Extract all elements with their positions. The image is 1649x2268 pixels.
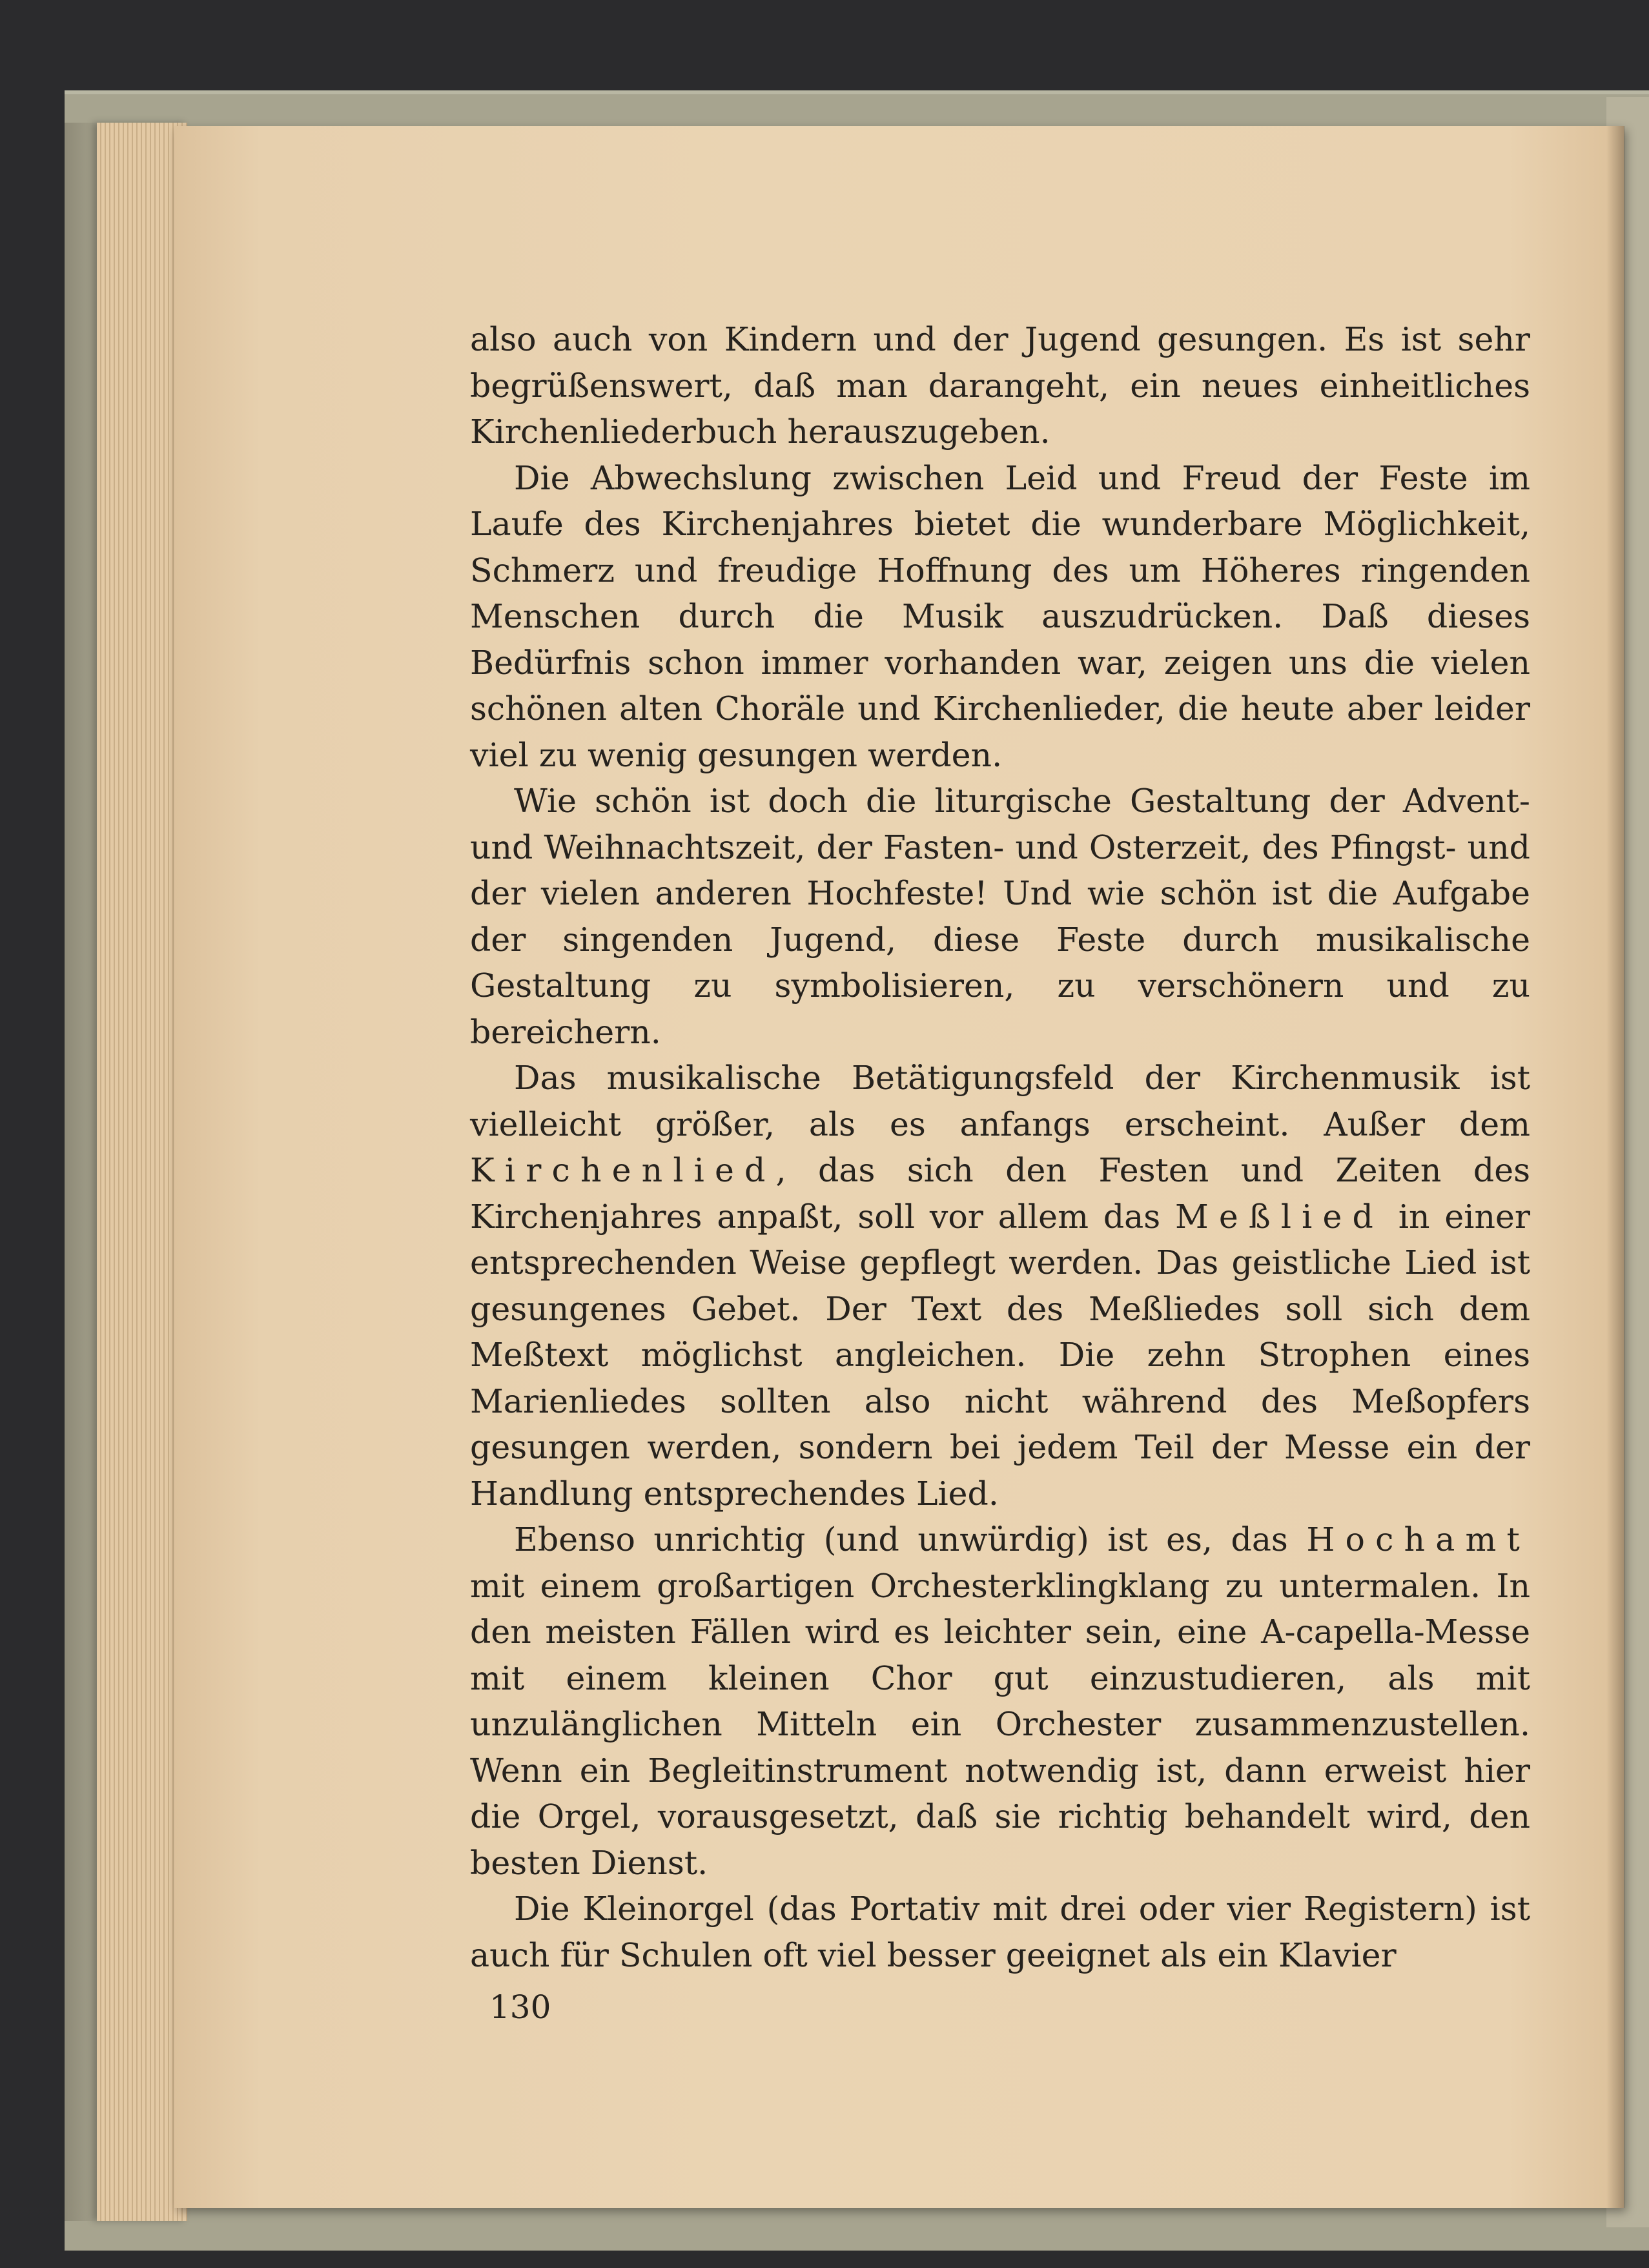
text-run: in einer entsprechenden Weise gepflegt werden. Das geistliche Lied ist gesungenes Gebet. Der Text des Meßliedes soll sich dem Meßtext möglichst angleichen. Die zehn Strophen eines Marienliedes sollten also nicht während des Meßopfers gesungen werden, sondern bei jedem Teil der Messe ein der Handlung entsprechendes Lied. [470, 1197, 1530, 1513]
page-shadow [1606, 126, 1624, 2208]
text-run: Das musikalische Betätigungsfeld der Kirchenmusik ist vielleicht größer, als es anfangs erscheint. Außer dem [470, 1059, 1530, 1143]
page-edges [97, 123, 187, 2221]
paragraph [470, 1055, 1530, 1517]
text-run: also auch von Kindern und der Jugend gesungen. Es ist sehr begrüßenswert, daß man darangeht, ein neues einheitliches Kirchenliederbuch herauszugeben. [470, 320, 1530, 451]
text-run: Wie schön ist doch die liturgische Gestaltung der Advent- und Weihnachtszeit, der Fasten- und Osterzeit, des Pfingst- und der vielen anderen Hochfeste! Und wie schön ist die Aufgabe der singenden Jugend, diese Feste durch musikalische Gestaltung zu symbolisieren, zu verschönern und zu bereichern. [470, 782, 1530, 1051]
paragraph [470, 778, 1530, 1055]
paragraph [470, 316, 1530, 455]
text-run: Ebenso unrichtig (und unwürdig) ist es, das [514, 1520, 1307, 1558]
paragraph [470, 1517, 1530, 1886]
spaced-emphasis: Kirchenlied [470, 1151, 776, 1189]
page-number: 130 [489, 1988, 551, 2026]
text-run: Die Kleinorgel (das Portativ mit drei oder vier Registern) ist auch für Schulen oft viel besser geeignet als ein Klavier [470, 1890, 1530, 1974]
text-run: Die Abwechslung zwischen Leid und Freud der Feste im Laufe des Kirchenjahres bietet die wunderbare Möglichkeit, Schmerz und freudige Hoffnung des um Höheres ringenden Menschen durch die Musik auszudrücken. Daß dieses Bedürfnis schon immer vorhanden war, zeigen uns die vielen schönen alten Choräle und Kirchenlieder, die heute aber leider viel zu wenig gesungen werden. [470, 458, 1530, 774]
spaced-emphasis: Hochamt [1306, 1520, 1530, 1558]
text-run: mit einem großartigen Orchesterklingklang zu untermalen. In den meisten Fällen wird es leichter sein, eine A-capella-Messe mit einem kleinen Chor gut einzustudieren, als mit unzulänglichen Mitteln ein Orchester zusammenzustellen. Wenn ein Begleitinstrument notwendig ist, dann erweist hier die Orgel, vorausgesetzt, daß sie richtig behandelt wird, den besten Dienst. [470, 1566, 1530, 1882]
body-text [470, 316, 1530, 1978]
paragraph [470, 455, 1530, 779]
paragraph [470, 1886, 1530, 1978]
spaced-emphasis: Meßlied [1175, 1197, 1384, 1236]
text-run: , das sich den Festen und Zeiten des Kirchenjahres anpaßt, soll vor allem das [470, 1151, 1530, 1236]
